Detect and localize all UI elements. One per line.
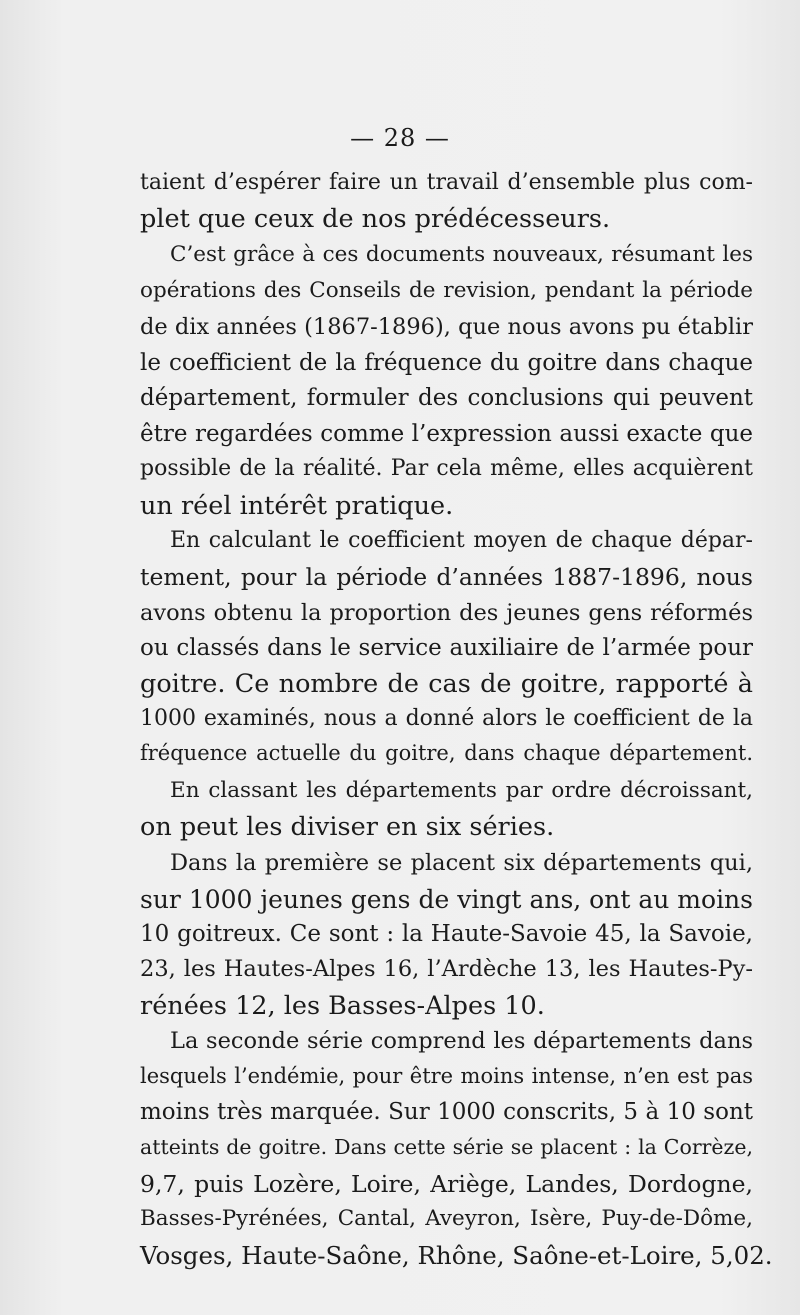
text-line: 1000 examinés, nous a donné alors le coefficient de la bbox=[140, 706, 753, 731]
text-line: 9,7, puis Lozère, Loire, Ariège, Landes, Dordogne, bbox=[140, 1170, 753, 1198]
text-line: sur 1000 jeunes gens de vingt ans, ont au moins bbox=[140, 885, 753, 914]
text-line: 10 goitreux. Ce sont : la Haute-Savoie 45, la Savoie, bbox=[140, 921, 753, 947]
text-line: possible de la réalité. Par cela même, elles acquièrent bbox=[140, 456, 753, 481]
text-line: tement, pour la période d’années 1887-1896, nous bbox=[140, 563, 753, 591]
page-number: — 28 — bbox=[350, 124, 450, 152]
text-line: Vosges, Haute-Saône, Rhône, Saône-et-Loire, 5,02. bbox=[140, 1241, 773, 1270]
text-line: En calculant le coefficient moyen de chaque dépar- bbox=[170, 528, 753, 553]
text-line: Dans la première se placent six départements qui, bbox=[170, 850, 753, 876]
text-line: goitre. Ce nombre de cas de goitre, rapporté à bbox=[140, 669, 753, 699]
text-line: on peut les diviser en six séries. bbox=[140, 812, 555, 842]
text-line: 23, les Hautes-Alpes 16, l’Ardèche 13, les Hautes-Py- bbox=[140, 956, 753, 982]
text-line: C’est grâce à ces documents nouveaux, résumant les bbox=[170, 242, 753, 267]
text-line: être regardées comme l’expression aussi exacte que bbox=[140, 421, 753, 447]
text-line: opérations des Conseils de revision, pendant la période bbox=[140, 278, 753, 303]
text-line: plet que ceux de nos prédécesseurs. bbox=[140, 204, 611, 234]
text-line: ou classés dans le service auxiliaire de l’armée pour bbox=[140, 635, 753, 661]
text-line: taient d’espérer faire un travail d’ensemble plus com- bbox=[140, 170, 753, 195]
text-line: département, formuler des conclusions qui peuvent bbox=[140, 385, 753, 411]
text-line: atteints de goitre. Dans cette série se placent : la Corrèze, bbox=[140, 1135, 753, 1159]
text-line: le coefficient de la fréquence du goitre dans chaque bbox=[140, 350, 753, 376]
text-line: moins très marquée. Sur 1000 conscrits, 5 à 10 sont bbox=[140, 1099, 753, 1125]
text-line: Basses-Pyrénées, Cantal, Aveyron, Isère, Puy-de-Dôme, bbox=[140, 1206, 753, 1231]
text-line: rénées 12, les Basses-Alpes 10. bbox=[140, 991, 545, 1021]
text-line: de dix années (1867-1896), que nous avons pu établir bbox=[140, 314, 753, 340]
text-line: fréquence actuelle du goitre, dans chaque département. bbox=[140, 741, 753, 765]
text-line: un réel intérêt pratique. bbox=[140, 491, 454, 521]
text-line: En classant les départements par ordre décroissant, bbox=[170, 778, 753, 803]
text-line: La seconde série comprend les départements dans bbox=[170, 1028, 753, 1054]
text-line: avons obtenu la proportion des jeunes gens réformés bbox=[140, 600, 753, 626]
text-line: lesquels l’endémie, pour être moins intense, n’en est pas bbox=[140, 1064, 753, 1088]
